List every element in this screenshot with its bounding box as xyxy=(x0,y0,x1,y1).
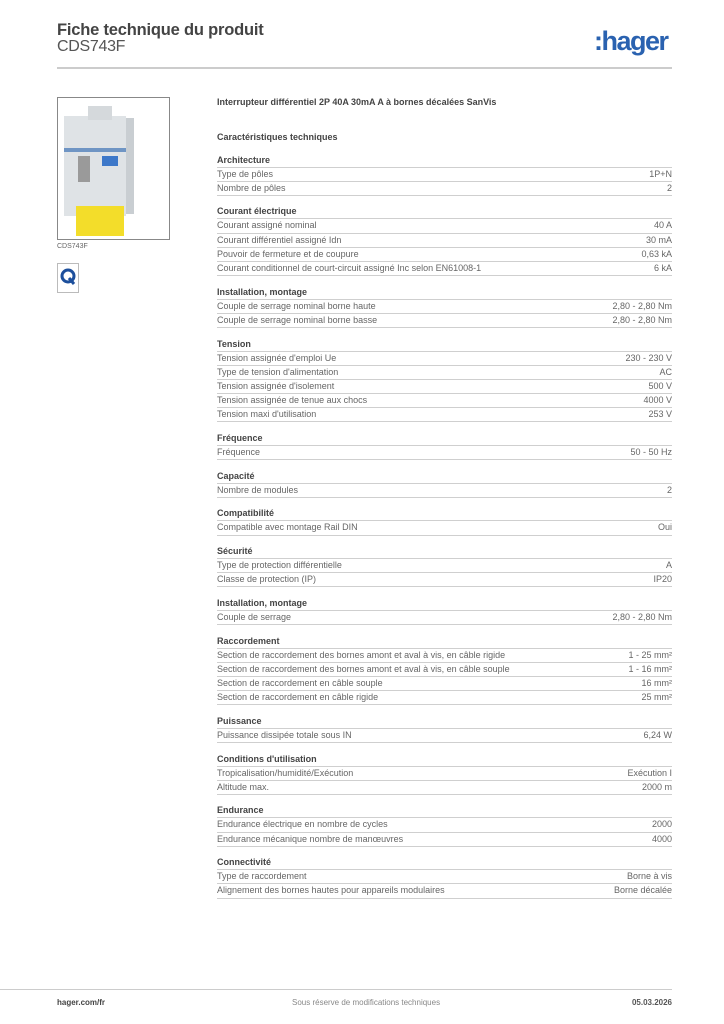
spec-value: 6 kA xyxy=(653,262,672,273)
product-code: CDS743F xyxy=(57,38,126,55)
spec-group-title: Endurance xyxy=(217,804,672,818)
spec-row xyxy=(217,366,672,380)
spec-row xyxy=(217,234,672,248)
product-image-caption: CDS743F xyxy=(57,243,88,250)
spec-row xyxy=(217,380,672,394)
spec-label: Endurance électrique en nombre de cycles xyxy=(217,819,388,830)
spec-label: Couple de serrage nominal borne basse xyxy=(217,314,378,325)
spec-row xyxy=(217,300,672,314)
spec-row xyxy=(217,649,672,663)
spec-value: 6,24 W xyxy=(643,729,672,740)
spec-group-title: Sécurité xyxy=(217,545,672,559)
spec-value: 16 mm² xyxy=(641,677,672,688)
spec-group-title: Puissance xyxy=(217,715,672,729)
spec-label: Altitude max. xyxy=(217,781,270,792)
spec-value: 30 mA xyxy=(645,234,672,245)
spec-group xyxy=(217,338,672,423)
spec-label: Tension maxi d'utilisation xyxy=(217,409,317,420)
spec-group xyxy=(217,286,672,328)
spec-value: 500 V xyxy=(648,380,672,391)
spec-label: Classe de protection (IP) xyxy=(217,574,317,585)
spec-row xyxy=(217,818,672,832)
spec-label: Section de raccordement des bornes amont et aval à vis, en câble rigide xyxy=(217,649,506,660)
spec-row xyxy=(217,573,672,587)
spec-value: Borne décalée xyxy=(613,885,672,896)
spec-label: Type de tension d'alimentation xyxy=(217,366,339,377)
spec-value: 25 mm² xyxy=(641,692,672,703)
spec-label: Section de raccordement en câble rigide xyxy=(217,692,379,703)
spec-value: 230 - 230 V xyxy=(625,352,672,363)
spec-label: Nombre de modules xyxy=(217,484,299,495)
spec-row xyxy=(217,559,672,573)
spec-value: 2,80 - 2,80 Nm xyxy=(612,300,672,311)
spec-row xyxy=(217,314,672,328)
spec-group-title: Raccordement xyxy=(217,635,672,649)
spec-label: Tension assignée d'emploi Ue xyxy=(217,352,337,363)
spec-group xyxy=(217,154,672,196)
spec-row xyxy=(217,781,672,795)
spec-group-title: Conditions d'utilisation xyxy=(217,753,672,767)
spec-row xyxy=(217,663,672,677)
footer-date: 05.03.2026 xyxy=(631,998,672,1007)
spec-value: AC xyxy=(659,366,672,377)
spec-group-title: Architecture xyxy=(217,154,672,168)
spec-value: 2,80 - 2,80 Nm xyxy=(612,314,672,325)
spec-value: 2 xyxy=(666,182,672,193)
spec-value: 4000 xyxy=(651,833,672,844)
product-description: Interrupteur différentiel 2P 40A 30mA A à bornes décalées SanVis xyxy=(217,97,497,107)
spec-label: Pouvoir de fermeture et de coupure xyxy=(217,248,359,259)
spec-label: Compatible avec montage Rail DIN xyxy=(217,522,358,533)
spec-group-title: Courant électrique xyxy=(217,205,672,219)
spec-label: Section de raccordement des bornes amont et aval à vis, en câble souple xyxy=(217,663,510,674)
spec-row xyxy=(217,352,672,366)
spec-label: Tropicalisation/humidité/Exécution xyxy=(217,767,354,778)
spec-value: 2 xyxy=(666,484,672,495)
spec-row xyxy=(217,691,672,705)
spec-label: Courant conditionnel de court-circuit assigné Inc selon EN61008-1 xyxy=(217,262,482,273)
spec-row xyxy=(217,884,672,898)
spec-row xyxy=(217,677,672,691)
spec-row xyxy=(217,767,672,781)
spec-value: 2000 xyxy=(651,819,672,830)
spec-row xyxy=(217,262,672,276)
spec-group-title: Capacité xyxy=(217,470,672,484)
spec-group xyxy=(217,856,672,898)
spec-group xyxy=(217,507,672,535)
spec-row xyxy=(217,168,672,182)
spec-value: 0,63 kA xyxy=(641,248,672,259)
spec-value: Exécution I xyxy=(627,767,672,778)
spec-value: 40 A xyxy=(653,220,672,231)
spec-row xyxy=(217,870,672,884)
spec-group xyxy=(217,753,672,795)
page-title: Fiche technique du produit xyxy=(57,21,264,39)
spec-group xyxy=(217,545,672,587)
section-title: Caractéristiques techniques xyxy=(217,132,338,142)
spec-label: Courant assigné nominal xyxy=(217,220,317,231)
spec-label: Type de raccordement xyxy=(217,871,307,882)
spec-value: 50 - 50 Hz xyxy=(630,446,672,457)
spec-label: Tension assignée d'isolement xyxy=(217,380,335,391)
spec-group xyxy=(217,635,672,706)
spec-value: 253 V xyxy=(648,409,672,420)
spec-value: 4000 V xyxy=(643,395,672,406)
spec-group-title: Installation, montage xyxy=(217,286,672,300)
footer-divider xyxy=(0,989,672,990)
spec-label: Endurance mécanique nombre de manœuvres xyxy=(217,833,404,844)
spec-label: Tension assignée de tenue aux chocs xyxy=(217,395,368,406)
spec-content xyxy=(217,95,672,899)
spec-value: A xyxy=(665,560,672,570)
spec-groups xyxy=(217,154,672,899)
spec-row xyxy=(217,521,672,535)
quality-mark-icon xyxy=(57,263,79,293)
hager-logo: :hager xyxy=(594,26,668,56)
spec-group-title: Tension xyxy=(217,338,672,352)
spec-group-title: Connectivité xyxy=(217,856,672,870)
spec-value: 2000 m xyxy=(641,781,672,792)
spec-value: Borne à vis xyxy=(626,871,672,882)
spec-row xyxy=(217,182,672,196)
product-image xyxy=(57,97,170,240)
footer-website-link[interactable]: hager.com/fr xyxy=(57,998,106,1007)
spec-value: 2,80 - 2,80 Nm xyxy=(612,611,672,622)
spec-group xyxy=(217,470,672,498)
spec-value: Oui xyxy=(657,522,672,533)
spec-row xyxy=(217,408,672,422)
spec-label: Courant différentiel assigné Idn xyxy=(217,234,342,245)
spec-label: Type de pôles xyxy=(217,168,274,179)
spec-row xyxy=(217,729,672,743)
spec-row xyxy=(217,446,672,460)
spec-label: Section de raccordement en câble souple xyxy=(217,677,383,688)
spec-value: IP20 xyxy=(653,574,672,585)
spec-row xyxy=(217,248,672,262)
spec-label: Couple de serrage nominal borne haute xyxy=(217,300,376,311)
header-divider xyxy=(57,67,672,69)
spec-value: 1 - 25 mm² xyxy=(628,649,672,660)
footer-disclaimer: Sous réserve de modifications techniques xyxy=(292,998,441,1007)
spec-group-title: Fréquence xyxy=(217,432,672,446)
spec-value: 1P+N xyxy=(649,168,672,179)
spec-group xyxy=(217,715,672,743)
spec-label: Type de protection différentielle xyxy=(217,560,342,570)
spec-label: Puissance dissipée totale sous IN xyxy=(217,729,352,740)
spec-group-title: Compatibilité xyxy=(217,507,672,521)
spec-label: Fréquence xyxy=(217,446,261,457)
spec-row xyxy=(217,219,672,233)
spec-group xyxy=(217,597,672,625)
spec-group xyxy=(217,432,672,460)
spec-value: 1 - 16 mm² xyxy=(628,663,672,674)
spec-row xyxy=(217,833,672,847)
spec-label: Nombre de pôles xyxy=(217,182,286,193)
spec-row xyxy=(217,484,672,498)
spec-group-title: Installation, montage xyxy=(217,597,672,611)
spec-label: Couple de serrage xyxy=(217,611,292,622)
spec-row xyxy=(217,394,672,408)
spec-group xyxy=(217,205,672,276)
spec-label: Alignement des bornes hautes pour appareils modulaires xyxy=(217,885,445,896)
spec-row xyxy=(217,611,672,625)
spec-group xyxy=(217,804,672,846)
